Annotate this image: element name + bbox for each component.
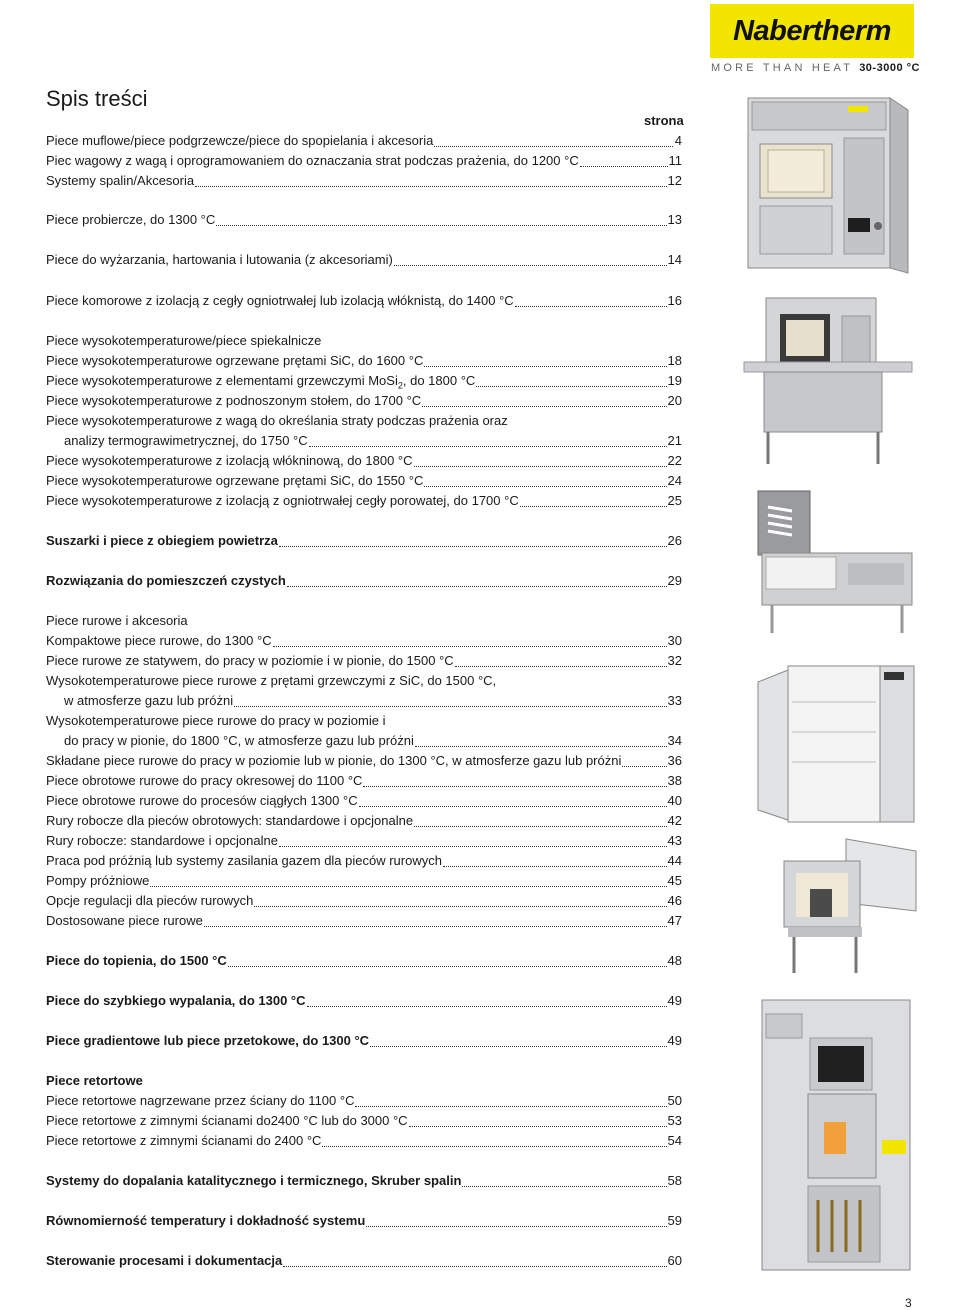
toc-entry[interactable]: Piece retortowe z zimnymi ścianami do2400 °C lub do 3000 °C 53: [46, 1113, 682, 1128]
toc-entry[interactable]: Rury robocze: standardowe i opcjonalne 43: [46, 833, 682, 848]
toc-section-heading: Piece rurowe i akcesoria: [46, 613, 188, 628]
toc-entry[interactable]: Suszarki i piece z obiegiem powietrza 26: [46, 533, 682, 548]
brand-logo-text: Nabertherm: [733, 14, 891, 47]
toc-entry[interactable]: Piece do wyżarzania, hartowania i lutowania (z akcesoriami) 14: [46, 252, 682, 267]
toc-entry[interactable]: Piece probiercze, do 1300 °C 13: [46, 212, 682, 227]
toc-entry[interactable]: Piece wysokotemperaturowe ogrzewane prętami SiC, do 1600 °C 18: [46, 353, 682, 368]
toc-entry[interactable]: do pracy w pionie, do 1800 °C, w atmosferze gazu lub próżni 34: [64, 733, 682, 748]
toc-entry[interactable]: Piece wysokotemperaturowe z izolacją włókninową, do 1800 °C 22: [46, 453, 682, 468]
toc-entry[interactable]: Piece obrotowe rurowe do pracy okresowej do 1100 °C 38: [46, 773, 682, 788]
toc-entry[interactable]: Sterowanie procesami i dokumentacja 60: [46, 1253, 682, 1268]
tube-furnace-image: [752, 487, 922, 637]
toc-entry[interactable]: Opcje regulacji dla pieców rurowych 46: [46, 893, 682, 908]
drying-oven-image: [752, 652, 922, 824]
toc-entry[interactable]: Dostosowane piece rurowe 47: [46, 913, 682, 928]
toc-entry[interactable]: Systemy do dopalania katalitycznego i termicznego, Skruber spalin 58: [46, 1173, 682, 1188]
tagline-text: MORE THAN HEAT: [711, 62, 854, 74]
toc-entry-line: Wysokotemperaturowe piece rurowe z prętami grzewczymi z SiC, do 1500 °C,: [46, 673, 497, 688]
toc-entry-line: Piece wysokotemperaturowe z wagą do określania straty podczas prażenia oraz: [46, 413, 508, 428]
brand-logo: [710, 4, 914, 58]
toc-entry[interactable]: Kompaktowe piece rurowe, do 1300 °C 30: [46, 633, 682, 648]
toc-entry[interactable]: Piece wysokotemperaturowe z elementami grzewczymi MoSi$_2$, do 1800 °C 19: [46, 373, 682, 391]
muffle-furnace-image: [738, 88, 918, 278]
toc-section-heading: Piece wysokotemperaturowe/piece spiekalnicze: [46, 333, 322, 348]
toc-entry[interactable]: Piece retortowe z zimnymi ścianami do 2400 °C 54: [46, 1133, 682, 1148]
toc-entry[interactable]: Piece retortowe nagrzewane przez ściany do 1100 °C 50: [46, 1093, 682, 1108]
toc-entry[interactable]: Piece wysokotemperaturowe z podnoszonym stołem, do 1700 °C 20: [46, 393, 682, 408]
toc-entry[interactable]: Rury robocze dla pieców obrotowych: standardowe i opcjonalne 42: [46, 813, 682, 828]
page-title: Spis treści: [46, 86, 148, 111]
page-column-label: strona: [644, 113, 684, 128]
toc-entry-line: Wysokotemperaturowe piece rurowe do pracy w poziomie i: [46, 713, 386, 728]
page-number: 3: [905, 1296, 912, 1310]
toc-entry[interactable]: Równomierność temperatury i dokładność systemu 59: [46, 1213, 682, 1228]
toc-entry[interactable]: Piece muflowe/piece podgrzewcze/piece do spopielania i akcesoria 4: [46, 133, 682, 148]
melting-furnace-image: [770, 833, 920, 978]
temp-range: 30-3000 °C: [859, 62, 920, 74]
toc-entry[interactable]: Rozwiązania do pomieszczeń czystych 29: [46, 573, 682, 588]
high-temperature-furnace-image: [738, 292, 918, 467]
brand-tagline: [711, 62, 921, 76]
toc-entry[interactable]: Piece do szybkiego wypalania, do 1300 °C 49: [46, 993, 682, 1008]
toc-entry[interactable]: Praca pod próżnią lub systemy zasilania gazem dla pieców rurowych 44: [46, 853, 682, 868]
toc-entry[interactable]: Składane piece rurowe do pracy w poziomie lub w pionie, do 1300 °C, w atmosferze gazu lub próżni 36: [46, 753, 682, 768]
toc-entry[interactable]: Piec wagowy z wagą i oprogramowaniem do oznaczania strat podczas prażenia, do 1200 °C 11: [46, 153, 682, 168]
toc-entry[interactable]: Piece wysokotemperaturowe z izolacją z ogniotrwałej cegły porowatej, do 1700 °C 25: [46, 493, 682, 508]
toc-section-heading: Piece retortowe: [46, 1073, 143, 1088]
toc-entry[interactable]: Systemy spalin/Akcesoria 12: [46, 173, 682, 188]
toc-entry[interactable]: analizy termograwimetrycznej, do 1750 °C 21: [64, 433, 682, 448]
toc-entry[interactable]: Piece rurowe ze statywem, do pracy w poziomie i w pionie, do 1500 °C 32: [46, 653, 682, 668]
toc-entry[interactable]: Pompy próżniowe 45: [46, 873, 682, 888]
toc-entry[interactable]: w atmosferze gazu lub próżni 33: [64, 693, 682, 708]
toc-entry[interactable]: Piece obrotowe rurowe do procesów ciągłych 1300 °C 40: [46, 793, 682, 808]
retort-furnace-image: [752, 990, 922, 1280]
toc-entry[interactable]: Piece wysokotemperaturowe ogrzewane prętami SiC, do 1550 °C 24: [46, 473, 682, 488]
toc-entry[interactable]: Piece do topienia, do 1500 °C 48: [46, 953, 682, 968]
toc-entry[interactable]: Piece gradientowe lub piece przetokowe, do 1300 °C 49: [46, 1033, 682, 1048]
toc-entry[interactable]: Piece komorowe z izolacją z cegły ogniotrwałej lub izolacją włóknistą, do 1400 °C 16: [46, 293, 682, 308]
